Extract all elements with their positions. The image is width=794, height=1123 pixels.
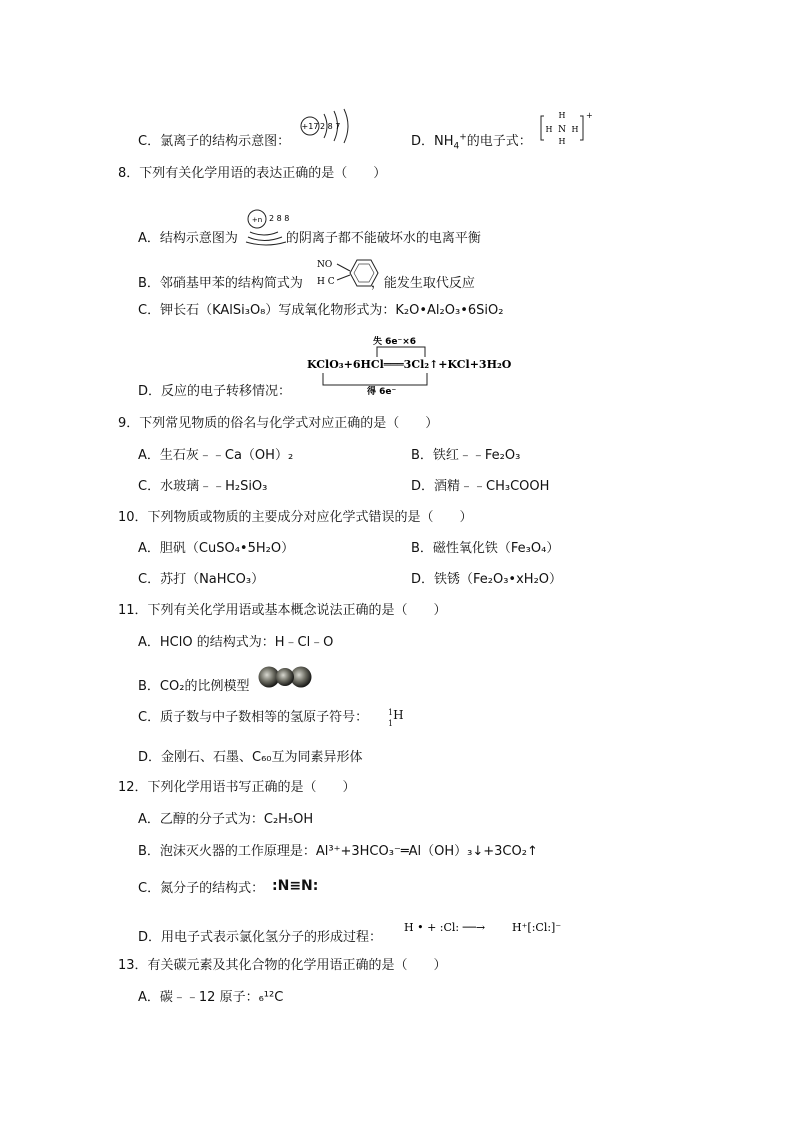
q10-stem: 10．下列物质或物质的主要成分对应化学式错误的是（ ） [118,510,473,525]
nitrogen-structural-formula: :N≡N: [272,878,319,894]
co2-space-filling-model [258,665,312,689]
q9-option-b: B．铁红﹣﹣Fe₂O₃ [411,448,521,463]
o-nitrotoluene-structure [315,254,381,292]
q8-stem: 8．下列有关化学用语的表达正确的是（ ） [118,166,387,181]
shell-electrons: 2 8 7 [320,122,341,131]
svg-text:KClO₃+6HCl═══3Cl₂↑+KCl+3H₂O: KClO₃+6HCl═══3Cl₂↑+KCl+3H₂O [307,358,512,371]
q12-option-a: A．乙醇的分子式为：C₂H₅OH [138,812,314,827]
q12-stem: 12．下列化学用语书写正确的是（ ） [118,780,356,795]
q8-option-a: A．结构示意图为 的阴离子都不能破坏水的电离平衡 [138,231,481,246]
q12-option-c: C．氮分子的结构式： [138,881,265,896]
electron-transfer-diagram [305,333,523,395]
svg-text:H: H [571,125,579,134]
svg-text:H: H [545,125,553,134]
chloride-ion-structure-diagram [296,106,360,146]
q12-option-d: D．用电子式表示氯化氢分子的形成过程： [138,930,383,945]
svg-text:H: H [558,137,566,146]
q11-stem: 11．下列有关化学用语或基本概念说法正确的是（ ） [118,603,447,618]
q8-option-c: C．钾长石（KAlSi₃O₈）写成氧化物形式为：K₂O•Al₂O₃•6SiO₂ [138,303,504,318]
q11-option-a: A．HClO 的结构式为：H﹣Cl﹣O [138,635,334,650]
svg-text:失 6e⁻×6: 失 6e⁻×6 [373,337,417,347]
q9-option-a: A．生石灰﹣﹣Ca（OH）₂ [138,448,294,463]
q12-option-b: B．泡沫灭火器的工作原理是：Al³⁺+3HCO₃⁻═Al（OH）₃↓+3CO₂↑ [138,844,538,859]
q9-option-d: D．酒精﹣﹣CH₃COOH [411,479,550,494]
svg-text:+: + [586,111,593,120]
hydrogen-isotope-symbol: 1 1 H [388,708,404,728]
q7-option-c: C．氯离子的结构示意图： [138,134,291,149]
svg-text:H • + :Cl: ──→: H • + :Cl: ──→ [404,921,486,934]
svg-text:NO: NO [317,260,333,270]
q10-option-a: A．胆矾（CuSO₄•5H₂O） [138,541,295,556]
svg-text:H: H [558,111,566,120]
q9-option-c: C．水玻璃﹣﹣H₂SiO₃ [138,479,268,494]
q11-option-d: D．金刚石、石墨、C₆₀互为同素异形体 [138,750,363,765]
q10-option-d: D．铁锈（Fe₂O₃•xH₂O） [411,572,563,587]
q8-option-b: B．邻硝基甲苯的结构简式为 ，能发生取代反应 [138,276,475,291]
nucleus-label: +17 [301,122,319,131]
svg-text:H⁺[:Cl:]⁻: H⁺[:Cl:]⁻ [512,921,562,934]
q11-option-c: C．质子数与中子数相等的氢原子符号： [138,710,369,725]
q13-option-a: A．碳﹣﹣12 原子：₆¹²C [138,990,284,1005]
ammonium-electron-formula [540,108,593,146]
svg-text:2 8 8: 2 8 8 [269,214,290,223]
svg-text:得 6e⁻: 得 6e⁻ [367,387,397,397]
q10-option-b: B．磁性氧化铁（Fe₃O₄） [411,541,560,556]
svg-text:+n: +n [251,216,263,224]
anion-structure-diagram [244,206,294,246]
q9-stem: 9．下列常见物质的俗名与化学式对应正确的是（ ） [118,416,439,431]
q7-option-d: D．$NH_4^+$的电子式： [411,132,532,152]
q13-stem: 13．有关碳元素及其化合物的化学用语正确的是（ ） [118,958,447,973]
svg-text:H C: H C [317,277,335,287]
q11-option-b: B．CO₂的比例模型 [138,679,250,694]
q10-option-c: C．苏打（NaHCO₃） [138,572,265,587]
hcl-formation-electron-diagram [402,913,570,941]
svg-text:N: N [558,125,566,135]
q8-option-d: D．反应的电子转移情况： [138,384,292,399]
